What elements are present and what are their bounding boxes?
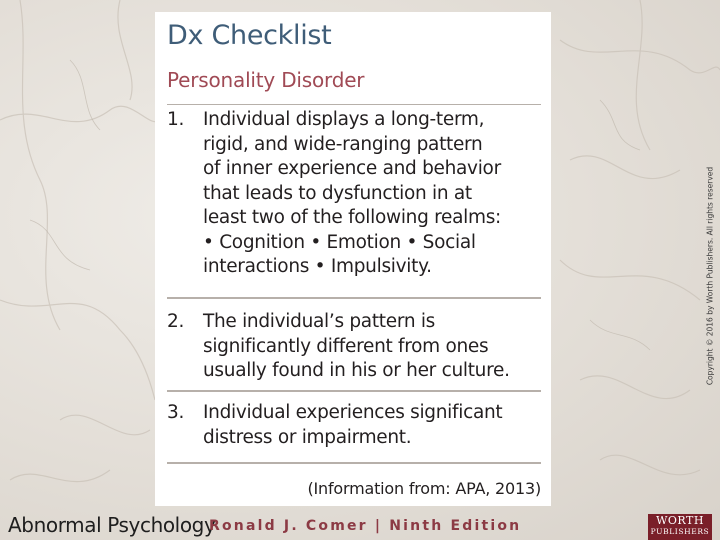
item-text-line: Individual displays a long-term,: [203, 109, 485, 130]
author-edition: Ronald J. Comer | Ninth Edition: [209, 518, 522, 534]
copyright-notice: Copyright © 2016 by Worth Publishers. All rights reserved: [705, 166, 715, 386]
checklist-subtitle: Personality Disorder: [167, 68, 365, 92]
source-citation: (Information from: APA, 2013): [307, 479, 541, 498]
item-number: 3.: [167, 402, 185, 423]
item-text-line: usually found in his or her culture.: [203, 360, 510, 381]
item-text-line: interactions • Impulsivity.: [203, 256, 432, 277]
item-number: 1.: [167, 109, 185, 130]
item-text-line: rigid, and wide-ranging pattern: [203, 133, 483, 155]
item-text-line: distress or impairment.: [203, 426, 412, 448]
logo-line-1: WORTH: [656, 514, 704, 527]
book-title: Abnormal Psychology: [8, 513, 216, 537]
item-text-line: of inner experience and behavior: [203, 158, 501, 179]
divider: [167, 390, 541, 392]
item-text-line: significantly different from ones: [203, 335, 489, 357]
logo-line-2: PUBLISHERS: [650, 527, 710, 536]
publisher-logo: [648, 514, 712, 540]
item-text-line: Individual experiences significant: [203, 402, 503, 423]
divider: [167, 297, 541, 299]
checklist-title: Dx Checklist: [167, 20, 332, 51]
item-number: 2.: [167, 311, 185, 332]
item-text-line: The individual’s pattern is: [203, 311, 436, 332]
item-text-line: least two of the following realms:: [203, 207, 501, 228]
item-text-line: • Cognition • Emotion • Social: [203, 231, 476, 253]
divider: [167, 104, 541, 105]
item-text-line: that leads to dysfunction in at: [203, 182, 472, 204]
dx-checklist-card: [155, 12, 551, 506]
divider: [167, 462, 541, 464]
